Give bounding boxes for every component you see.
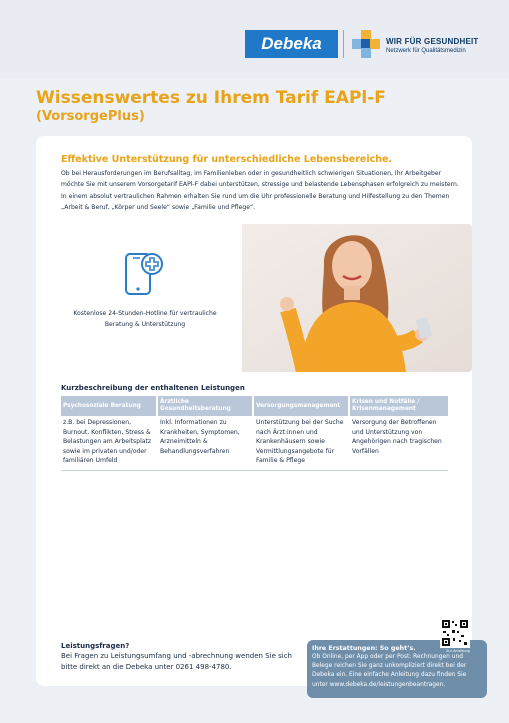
faq-answer: Bei Fragen zu Leistungsumfang und -abrechnung wenden Sie sich bitte direkt an die Debeka unter 0261 498-4780.	[61, 652, 292, 671]
qr-code-icon[interactable]	[440, 618, 470, 648]
table-cell: z.B. bei Depressionen, Burnout, Konflikten, Stress & Belastungen am Arbeitsplatz sowie im privaten und/oder familiären Umfeld	[63, 419, 152, 465]
table-cell: Inkl. Informationen zu Krankheiten, Symptomen, Arzneimitteln & Behandlungsverfahren	[160, 419, 240, 455]
woman-meditating-photo	[242, 224, 472, 372]
intro-text: Ob bei Herausforderungen im Berufsalltag, im Familienleben oder in gesundheitlich schwierigen Situationen, Ihr Arbeitgeber möchte Sie mit unserem Vorsorgetarif EAPl-F dabei unterstützen, stressige und belastende Lebensphasen erfolgreich zu meistern. In einem absolut vertraulichen Rahmen erhalten Sie rund um die Uhr professionelle Beratung und Hilfestellung zu den Themen „Arbeit & Beruf, „Körper und Seele“ sowie „Familie und Pflege“.	[61, 170, 459, 211]
table-header-cell: Ärztliche Gesundheitsberatung	[158, 396, 252, 416]
claims-text: Ob Online, per App oder per Post: Rechnungen und Belege reichen Sie ganz unkompliziert direkt bei der Debeka ein. Eine einfache Anleitung dazu finden Sie unter www.debeka.de/leistungenbeantragen.	[312, 654, 467, 688]
phone-plus-icon	[120, 246, 170, 298]
faq-question: Leistungsfragen?	[61, 642, 130, 650]
table-header-cell: Versorgungsmanagement	[254, 396, 348, 416]
table-header-cell: Psychosoziale Beratung	[61, 396, 156, 416]
services-table-heading: Kurzbeschreibung der enthaltenen Leistungen	[61, 384, 245, 392]
table-header-cell: Krisen und Notfälle / Krisenmanagement	[350, 396, 448, 416]
partner-title: WIR FÜR GESUNDHEIT	[386, 37, 479, 46]
table-cell: Unterstützung bei der Suche nach Ärzt:innen und Krankenhäusern sowie Vermittlungsangebote für Familie & Pflege	[256, 419, 344, 465]
partner-subtitle: Netzwerk für Qualitätsmedizin	[386, 48, 466, 54]
health-cross-icon	[350, 28, 382, 60]
hotline-text: Kostenlose 24-Stunden-Hotline für vertrauliche Beratung & Unterstützung	[73, 310, 217, 328]
logo-divider	[343, 30, 344, 58]
table-cell: Versorgung der Betroffenen und Unterstützung von Angehörigen nach tragischen Vorfällen	[352, 419, 442, 455]
qr-caption: Zur Anleitung	[446, 649, 470, 653]
page-subtitle: (VorsorgePlus)	[36, 109, 145, 124]
claims-title: Ihre Erstattungen: So geht’s.	[312, 645, 416, 652]
intro-heading: Effektive Unterstützung für unterschiedliche Lebensbereiche.	[61, 154, 393, 165]
debeka-logo: Debeka	[245, 30, 338, 58]
page-title: Wissenswertes zu Ihrem Tarif EAPl-F	[36, 88, 386, 108]
table-divider	[61, 470, 448, 471]
